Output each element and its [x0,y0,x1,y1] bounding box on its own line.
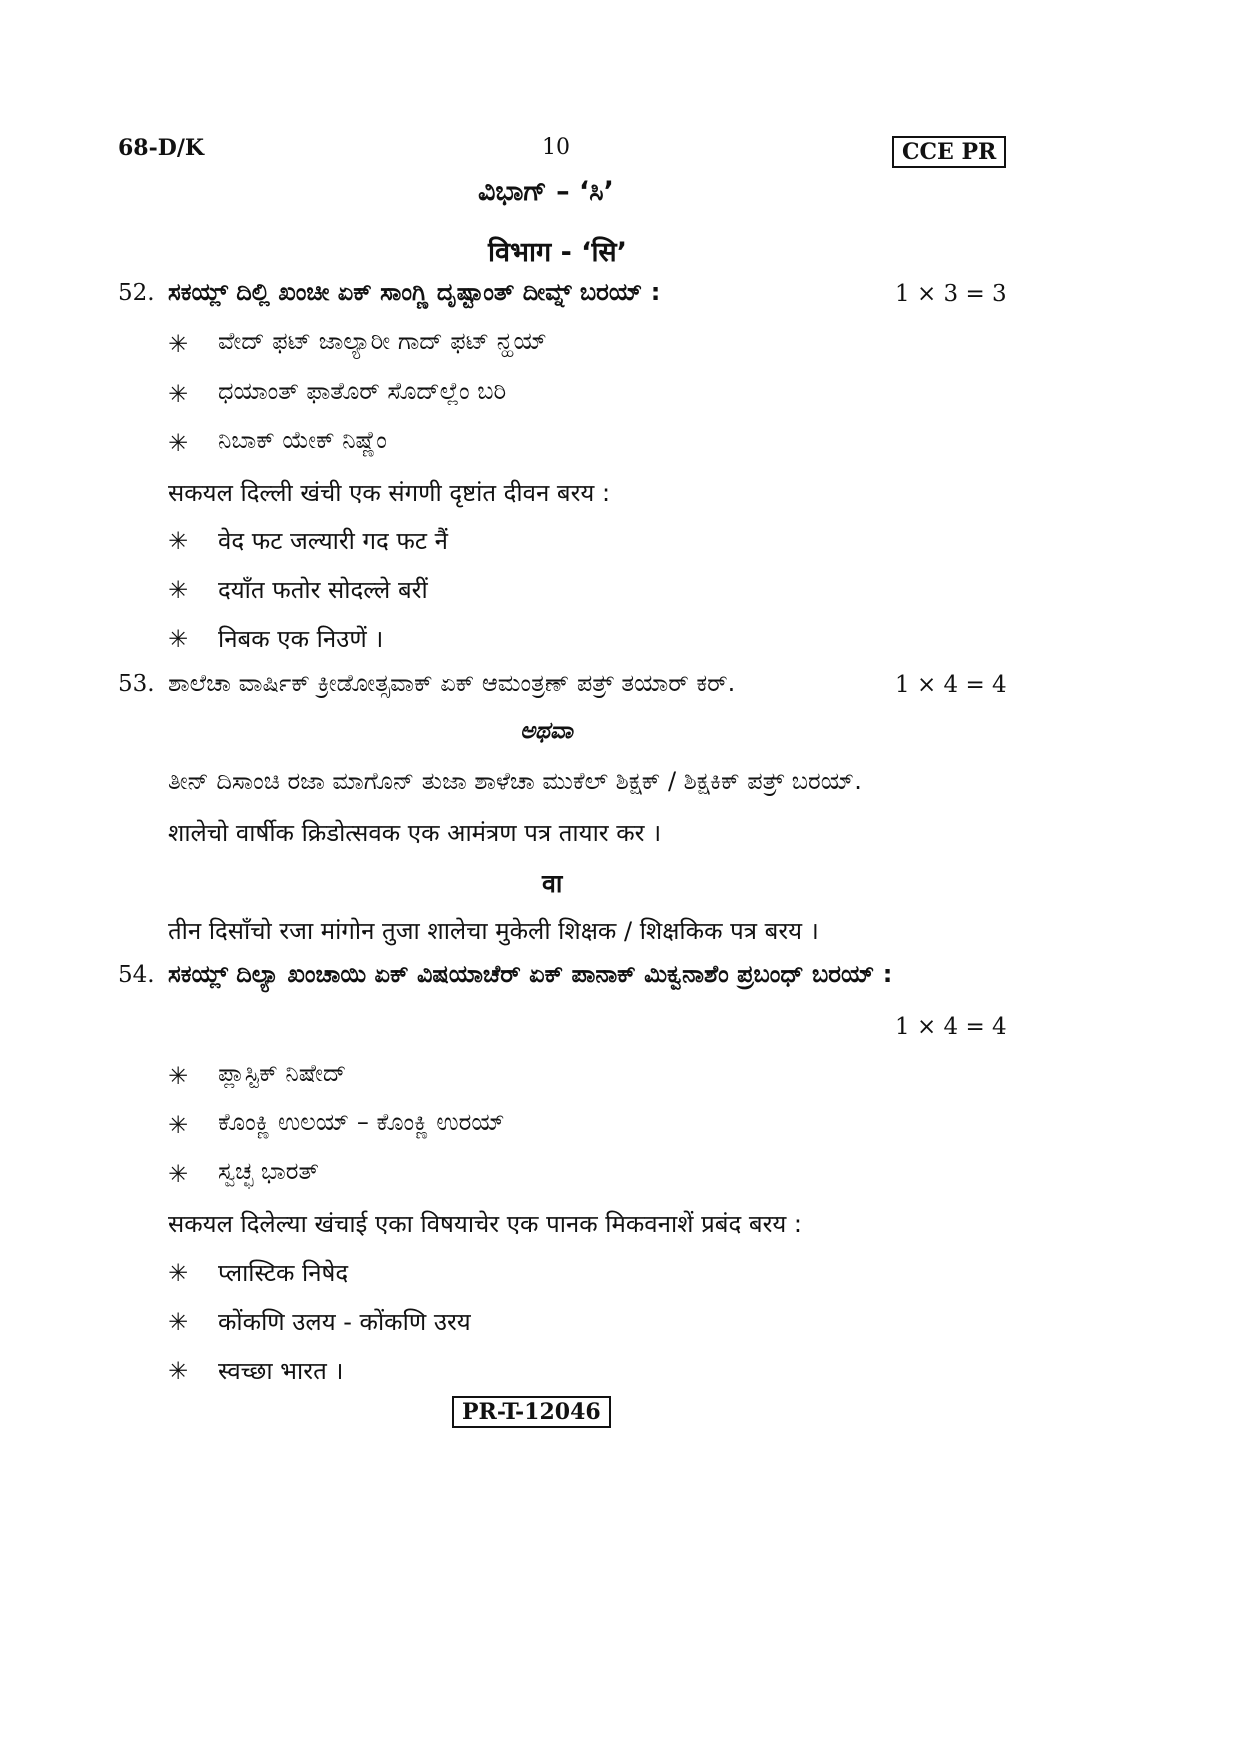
page-number: 10 [542,135,570,160]
q54-item-devanagari-3: स्वच्छा भारत । [218,1357,344,1385]
q54-marks: 1 × 4 = 4 [895,1014,1007,1040]
or-devanagari: वा [542,869,563,898]
q54-item-devanagari-1: प्लास्टिक निषेद [218,1259,349,1287]
q52-item-devanagari-2: दयाँत फतोर सोदल्ले बरीं [218,576,428,604]
q53-alt-kannada: ತೀನ್ ದಿಸಾಂಚಿ ರಜಾ ಮಾಗೊನ್ ತುಜಾ ಶಾಳೆಚಾ ಮುಕೆಲ್ ಶಿಕ್ಷಕ್ / ಶಿಕ್ಷಕಿಕ್ ಪತ್ರ್ ಬರಯ್. [168,767,862,795]
bullet-icon: ✳ [168,1062,189,1090]
bullet-icon: ✳ [168,576,189,604]
q52-item-devanagari-3: निबक एक निउणें । [218,625,384,653]
q53-text-devanagari: शालेचो वार्षीक क्रिडोत्सवक एक आमंत्रण पत्र तायार कर । [168,819,662,847]
question-number-53: 53. [118,671,155,697]
q52-item-devanagari-1: वेद फट जल्यारी गद फट नैं [218,527,448,555]
q52-marks: 1 × 3 = 3 [895,281,1007,307]
section-title-kannada: ವಿಭಾಗ್ – ‘ಸಿ’ [478,176,614,207]
question-number-54: 54. [118,962,155,988]
paper-code: 68-D/K [118,135,204,161]
q54-item-kannada-1: ಪ್ಲಾಸ್ಟಿಕ್ ನಿಷೇದ್ [218,1059,347,1087]
question-number-52: 52. [118,280,155,306]
q52-item-kannada-1: ವೇದ್ ಫಟ್ ಜಾಲ್ಯಾರೀ ಗಾದ್ ಫಟ್ ನ್ಹಯ್ [218,327,547,355]
q54-item-kannada-2: ಕೊಂಕ್ಣಿ ಉಲಯ್ – ಕೊಂಕ್ಣಿ ಉರಯ್ [218,1108,505,1136]
q54-text-kannada: ಸಕಯ್ಲ್ ದಿಲ್ಯಾ ಖಂಚಾಯಿ ಏಕ್ ವಿಷಯಾಚೆರ್ ಏಕ್ ಪಾನಾಕ್ ಮಿಕ್ವನಾಶೆಂ ಪ್ರಬಂಧ್ ಬರಯ್ : [168,960,893,988]
q54-item-kannada-3: ಸ್ವಚ್ಛ ಭಾರತ್ [218,1157,319,1185]
q52-text-devanagari: सकयल दिल्ली खंची एक संगणी दृष्टांत दीवन बरय : [168,479,611,507]
bullet-icon: ✳ [168,1111,189,1139]
q53-alt-devanagari: तीन दिसाँचो रजा मांगोन तुजा शालेचा मुकेली शिक्षक / शिक्षकिक पत्र बरय । [168,917,819,945]
bullet-icon: ✳ [168,625,189,653]
bullet-icon: ✳ [168,1259,189,1287]
bullet-icon: ✳ [168,380,189,408]
q52-text-kannada: ಸಕಯ್ಲ್ ದಿಲ್ಲಿ ಖಂಚೀ ಏಕ್ ಸಾಂಗ್ಣಿ ದೃಷ್ಟಾಂತ್ ದೀವ್ನ್ ಬರಯ್ : [168,278,661,306]
q54-item-devanagari-2: कोंकणि उलय - कोंकणि उरय [218,1308,471,1336]
q52-item-kannada-2: ಧಯಾಂತ್ ಫಾತೊರ್ ಸೊದ್‌ಲ್ಲೆಂ ಬರಿ [218,377,507,405]
bullet-icon: ✳ [168,429,189,457]
bullet-icon: ✳ [168,527,189,555]
or-kannada: ಅಥವಾ [520,718,573,744]
bullet-icon: ✳ [168,330,189,358]
q53-text-kannada: ಶಾಲೆಚಾ ವಾರ್ಷಿಕ್ ಕ್ರೀಡೋತ್ಸವಾಕ್ ಏಕ್ ಆಮಂತ್ರಣ್ ಪತ್ರ್ ತಯಾರ್ ಕರ್. [168,669,736,697]
q53-marks: 1 × 4 = 4 [895,672,1007,698]
bullet-icon: ✳ [168,1160,189,1188]
bullet-icon: ✳ [168,1357,189,1385]
footer-code-box: PR-T-12046 [452,1396,611,1428]
bullet-icon: ✳ [168,1308,189,1336]
q54-text-devanagari: सकयल दिलेल्या खंचाई एका विषयाचेर एक पानक मिकवनाशें प्रबंद बरय : [168,1210,803,1238]
q52-item-kannada-3: ನಿಬಾಕ್ ಯೇಕ್ ನಿಷ್ಣೆಂ [218,426,387,454]
cce-pr-box: CCE PR [892,136,1006,168]
section-title-devanagari: विभाग - ‘सि’ [488,237,627,268]
